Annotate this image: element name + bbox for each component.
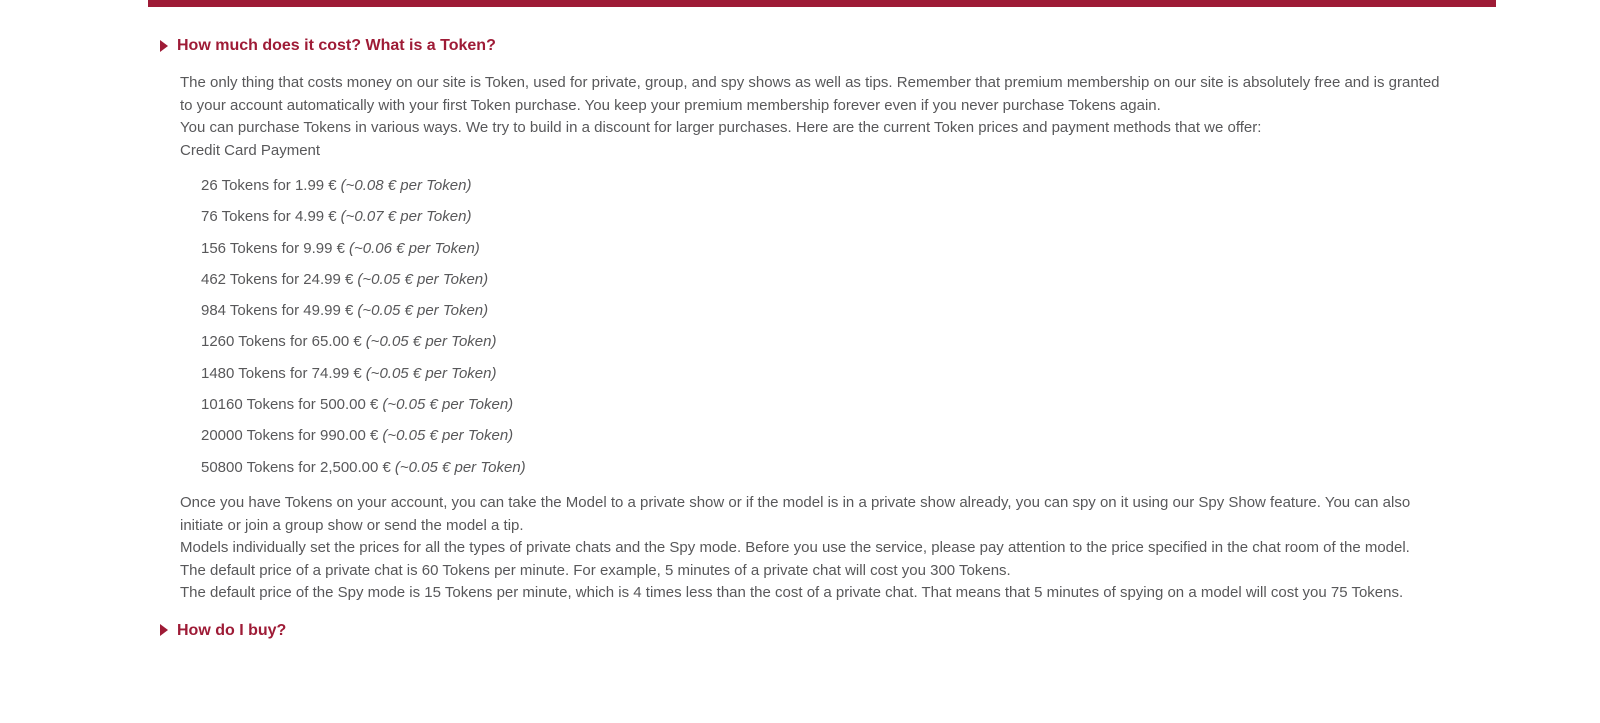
top-bar (148, 0, 1496, 7)
price-text: 462 Tokens for 24.99 € (201, 270, 354, 288)
paragraph-spy-mode-price: The default price of the Spy mode is 15 Tokens per minute, which is 4 times less than the cost of a private chat. That means that 5 minutes of spying on a model will cost you 75 Tokens. (180, 584, 1404, 602)
faq-question-buy[interactable] (160, 622, 1442, 639)
faq-question-title: How much does it cost? What is a Token? (177, 37, 496, 54)
price-text: 1480 Tokens for 74.99 € (201, 364, 362, 382)
price-per-token-note: (~0.05 € per Token) (382, 396, 514, 414)
payment-method-label: Credit Card Payment (180, 141, 321, 159)
price-per-token-note: (~0.07 € per Token) (340, 208, 472, 226)
price-per-token-note: (~0.05 € per Token) (365, 333, 497, 351)
price-text: 20000 Tokens for 990.00 € (201, 427, 379, 445)
paragraph-purchase-options: You can purchase Tokens in various ways. We try to build in a discount for larger purchases. Here are the current Token prices and payment methods that we offer: (180, 119, 1262, 136)
price-text: 1260 Tokens for 65.00 € (201, 333, 362, 351)
token-price-item (201, 206, 1442, 229)
price-text: 76 Tokens for 4.99 € (201, 208, 337, 226)
token-price-item (201, 175, 1442, 198)
faq-page (148, 0, 1496, 639)
paragraph-private-chat-price: The default price of a private chat is 60 Tokens per minute. For example, 5 minutes of a private chat will cost you 300 Tokens. (180, 561, 1011, 579)
price-per-token-note: (~0.05 € per Token) (357, 270, 489, 288)
token-price-list (180, 175, 1442, 479)
price-per-token-note: (~0.05 € per Token) (365, 364, 497, 382)
token-price-item (201, 269, 1442, 292)
faq-question-cost[interactable] (160, 37, 1442, 54)
token-price-item (201, 457, 1442, 480)
arrow-right-icon (160, 40, 168, 52)
price-per-token-note: (~0.06 € per Token) (349, 239, 480, 257)
price-text: 156 Tokens for 9.99 € (201, 239, 345, 257)
token-price-item (201, 425, 1442, 448)
token-price-item (201, 300, 1442, 323)
token-price-item (201, 331, 1442, 354)
arrow-right-icon (160, 624, 168, 636)
price-text: 10160 Tokens for 500.00 € (201, 396, 379, 414)
price-per-token-note: (~0.05 € per Token) (394, 458, 526, 476)
price-text: 50800 Tokens for 2,500.00 € (201, 458, 391, 476)
token-price-item (201, 394, 1442, 417)
price-text: 26 Tokens for 1.99 € (201, 177, 337, 194)
price-text: 984 Tokens for 49.99 € (201, 302, 354, 320)
token-price-item (201, 238, 1442, 261)
faq-question-title: How do I buy? (177, 621, 287, 639)
paragraph-token-intro: The only thing that costs money on our site is Token, used for private, group, and spy shows as well as tips. Remember that premium membership on our site is absolutely free and is granted to your account automatically with your first Token purchase. You keep your premium membership forever even if you never purchase Tokens again. (180, 74, 1440, 114)
paragraph-private-show: Once you have Tokens on your account, you can take the Model to a private show or if the model is in a private show already, you can spy on it using our Spy Show feature. You can also initiate or join a group show or send the model a tip. (180, 494, 1411, 534)
price-per-token-note: (~0.05 € per Token) (382, 427, 514, 445)
price-per-token-note: (~0.05 € per Token) (357, 302, 489, 320)
token-price-item (201, 363, 1442, 386)
faq-content (148, 7, 1442, 639)
faq-answer-cost (180, 72, 1442, 605)
price-per-token-note: (~0.08 € per Token) (340, 177, 472, 194)
paragraph-model-prices: Models individually set the prices for all the types of private chats and the Spy mode. Before you use the service, please pay attention to the price specified in the chat room of the model. (180, 539, 1410, 557)
